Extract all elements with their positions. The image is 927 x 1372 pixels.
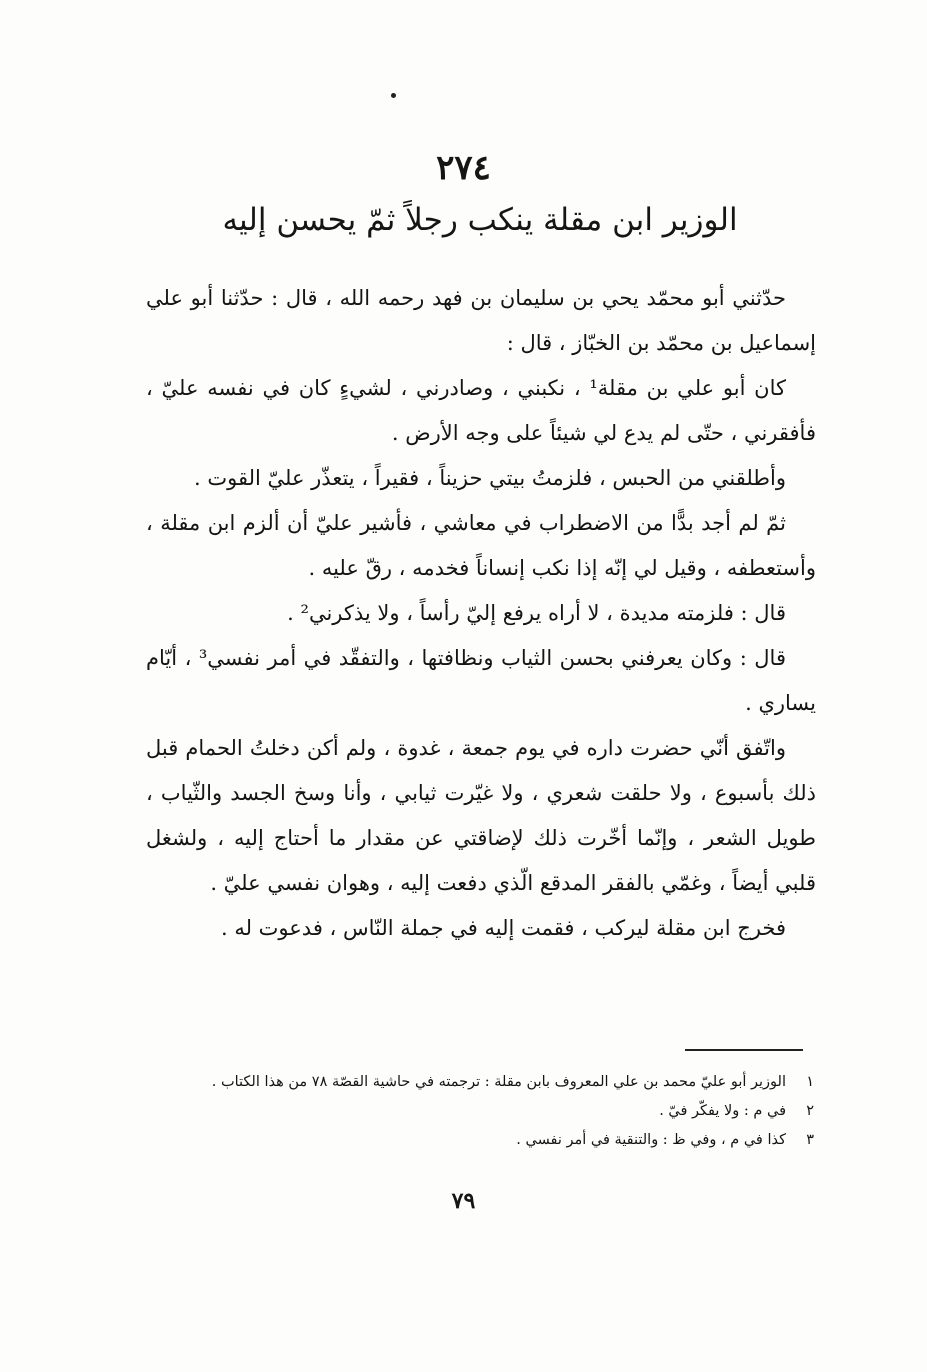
footnote-number: ١ <box>806 1074 814 1090</box>
paragraph: كان أبو علي بن مقلة¹ ، نكبني ، وصادرني ، لشيءٍ كان في نفسه عليّ ، فأفقرني ، حتّى لم يدع لي شيئاً على وجه الأرض . <box>146 376 816 445</box>
footnote-text: كذا في م ، وفي ظ : والتنقية في أمر نفسي . <box>516 1132 786 1148</box>
footnote-rule <box>685 1049 803 1051</box>
story-title: الوزير ابن مقلة ينكب رجلاً ثمّ يحسن إليه <box>222 202 738 238</box>
paragraph: وأطلقني من الحبس ، فلزمتُ بيتي حزيناً ، فقيراً ، يتعذّر عليّ القوت . <box>194 466 786 490</box>
footnote <box>146 1097 814 1126</box>
footnote-number: ٣ <box>806 1132 814 1148</box>
footnote <box>146 1068 814 1097</box>
paragraph: فخرج ابن مقلة ليركب ، فقمت إليه في جملة النّاس ، فدعوت له . <box>220 916 786 940</box>
page-number: ٧٩ <box>451 1188 476 1214</box>
paragraph: قال : فلزمته مديدة ، لا أراه يرفع إليّ رأساً ، ولا يذكرني² . <box>287 601 786 625</box>
page-speck <box>391 93 396 98</box>
story-number: ٢٧٤ <box>436 148 491 188</box>
footnote-text: الوزير أبو عليّ محمد بن علي المعروف بابن مقلة : ترجمته في حاشية القصّة ٧٨ من هذا الكتاب . <box>211 1074 786 1090</box>
story-body <box>146 276 816 951</box>
paragraph: حدّثني أبو محمّد يحي بن سليمان بن فهد رحمه الله ، قال : حدّثنا أبو علي إسماعيل بن محمّد بن الخبّاز ، قال : <box>146 286 816 355</box>
footnotes <box>146 1068 814 1155</box>
paragraph: قال : وكان يعرفني بحسن الثياب ونظافتها ، والتفقّد في أمر نفسي³ ، أيّام يساري . <box>146 646 816 715</box>
footnote-text: في م : ولا يفكّر فيّ . <box>659 1103 786 1119</box>
footnote-number: ٢ <box>806 1103 814 1119</box>
paragraph: واتّفق أنّي حضرت داره في يوم جمعة ، غدوة ، ولم أكن دخلتُ الحمام قبل ذلك بأسبوع ، ولا حلقت شعري ، ولا غيّرت ثيابي ، وأنا وسخ الجسد والثّياب ، طويل الشعر ، وإنّما أخّرت ذلك لإضاقتي عن مقدار ما أحتاج إليه ، ولشغل قلبي أيضاً ، وغمّي بالفقر المدقع الّذي دفعت إليه ، وهوان نفسي عليّ . <box>146 736 816 895</box>
footnote <box>146 1126 814 1155</box>
paragraph: ثمّ لم أجد بدًّا من الاضطراب في معاشي ، فأشير عليّ أن ألزم ابن مقلة ، وأستعطفه ، وقيل لي إنّه إذا نكب إنساناً فخدمه ، رقّ عليه . <box>146 511 816 580</box>
